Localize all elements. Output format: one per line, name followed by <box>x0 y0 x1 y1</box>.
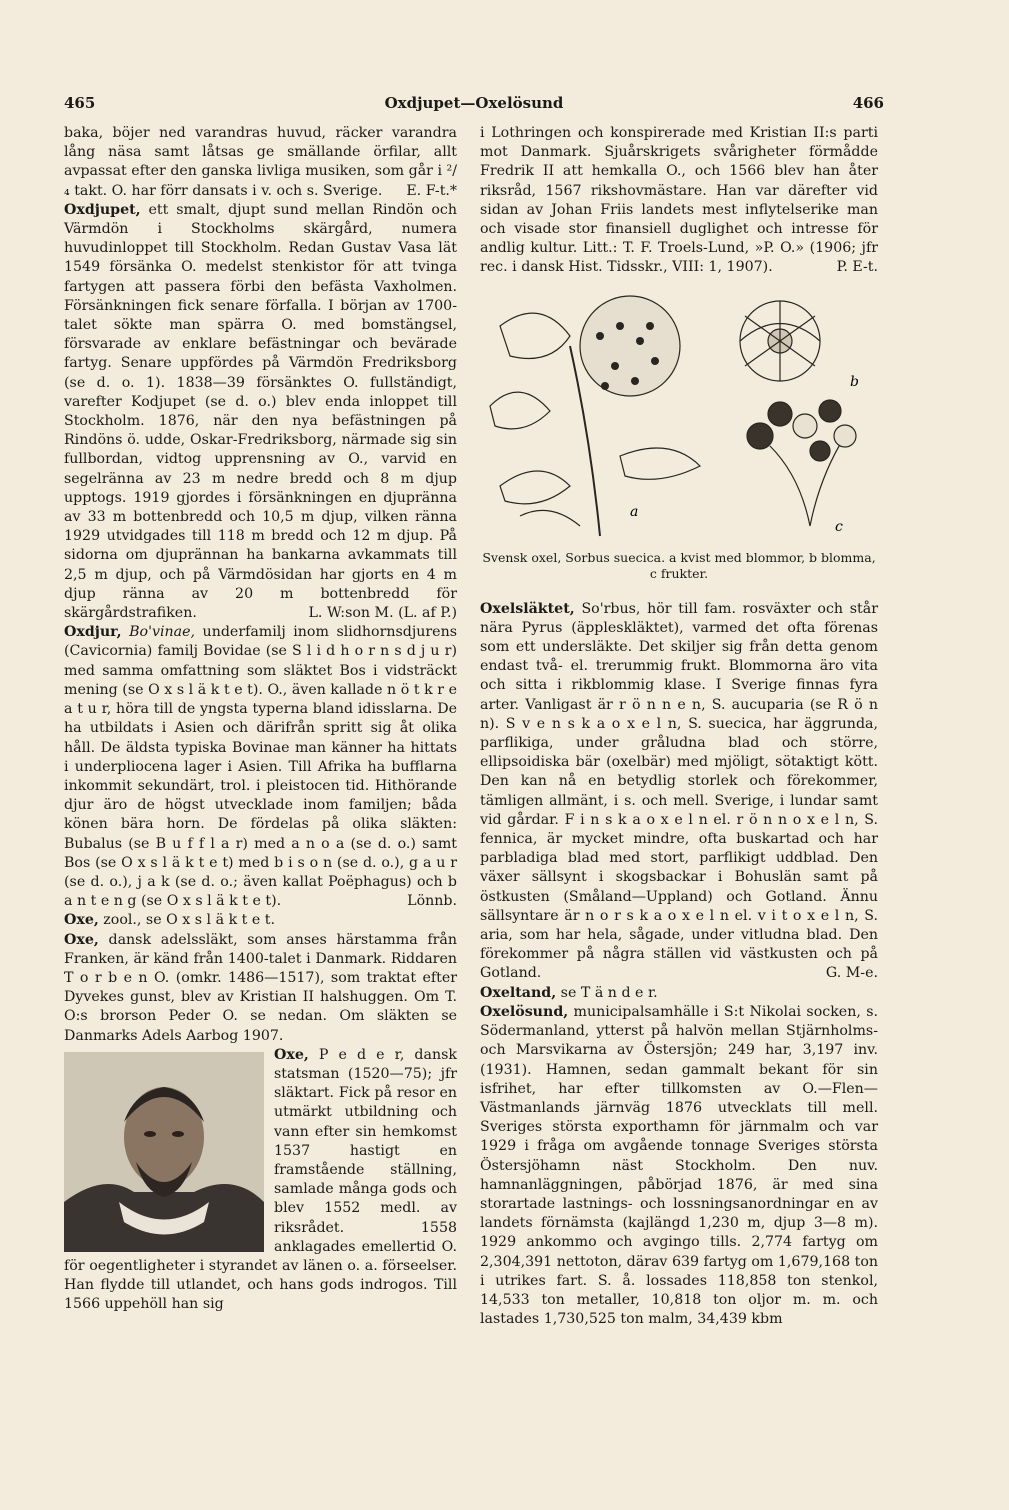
author-signature: P. E-t. <box>836 259 878 276</box>
entry-oxe-peder <box>64 1046 457 1315</box>
article-continuation <box>480 124 878 278</box>
entry-oxdjupet <box>64 201 457 623</box>
entry-text: underfamilj inom slidhornsdjurens (Cavicornia) familj Bovidae (se S l i d h o r n s d j u r) med samma omfattning som släktet Bos i vidsträckt mening (se O x s l ä k t e t). O., även kallade n ö t k r e a t u r, höra till de yngsta typerna bland idisslarna. De ha utbildats i Asien och därifrån spritt sig åt olika håll. De äldsta typiska Bovinae man känner ha hittats i underpliocena lager i Asien. Till Afrika ha bufflarna inkommit sekundärt, trol. i pleistocen tid. Hithörande djur äro de högst utvecklade inom familjen; båda könen bära horn. De fördelas på olika släkten: Bubalus (se B u f f l a r) med a n o a (se d. o.) samt Bos (se O x s l ä k t e t) med b i s o n (se d. o.), g a u r (se d. o.), j a k (se d. o.; även kallat Poëphagus) och b a n t e n g (se O x s l ä k t e t). <box>64 624 457 910</box>
figure-caption: Svensk oxel, Sorbus suecica. a kvist med blommor, b blomma, c frukter. <box>482 549 876 581</box>
headword: Oxe, <box>64 912 99 929</box>
running-header <box>64 94 884 116</box>
author-signature: L. W:son M. (L. af P.) <box>308 605 457 622</box>
entry-text: municipalsamhälle i S:t Nikolai socken, s. Södermanland, ytterst på halvön mellan Stjärnholms- och Marsvikarna av Östersjön; 249 har, 3,197 inv. (1931). Hamnen, sedan gammalt bekant för sin isfrihet, har efter tillkomsten av O.—Flen—Västmanlands järnväg 1876 utvecklats till mell. Sveriges största exporthamn för järnmalm och var 1929 i fråga om avgående tonnage Sveriges största Östersjöhamn näst Stockholm. Den nuv. hamnanläggningen, påbörjad 1876, är med sina storartade lastnings- och lossningsanordningar en av landets förnämsta (kajlängd 1,230 m, djup 3—8 m). 1929 ankommo och avgingo tills. 2,774 fartyg om 2,304,391 nettoton, därav 639 fartyg om 1,679,168 ton i utrikes fart. S. å. lossades 118,858 ton stenkol, 14,533 ton metaller, 10,818 ton oljor m. m. och lastades 1,730,525 ton malm, 34,439 kbm <box>480 1003 878 1328</box>
entry-oxelslaktet <box>480 600 878 984</box>
headword: Oxeltand, <box>480 984 557 1001</box>
author-signature: G. M-e. <box>825 965 878 982</box>
headword: Oxdjur, <box>64 624 122 641</box>
entry-oxdjur <box>64 623 457 911</box>
right-column <box>480 124 878 1329</box>
entry-oxe-zool <box>64 911 457 930</box>
entry-oxelosund <box>480 1003 878 1329</box>
headword: Oxelsläktet, <box>480 600 575 617</box>
entry-text: zool., se O x s l ä k t e t. <box>98 912 276 929</box>
page-number-right: 466 <box>852 94 884 112</box>
entry-text: se T ä n d e r. <box>556 984 658 1001</box>
headword: Oxelösund, <box>480 1003 569 1020</box>
headword: Oxdjupet, <box>64 201 141 218</box>
entry-text: ett smalt, djupt sund mellan Rindön och Värmdön i Stockholms skärgård, numera huvudinloppet till Stockholm. Redan Gustav Vasa lät 1549 försänka O. medelst stenkistor för att tvinga fartygen att passera förbi den befästa Vaxholmen. Försänkningen fick senare förfalla. I början av 1700-talet sökte man spärra O. med bomstängsel, försvarade av enklare befästningar och bevärade fartyg. Senare uppfördes på Värmdön Fredriksborg (se d. o. 1). 1838—39 försänktes O. fullständigt, varefter Kodjupet (se d. o.) blev enda inloppet till Stockholm. 1876, när den nya befästningen på Rindöns ö. udde, Oskar-Fredriksborg, närmade sig sin fullbordan, vidtog upprensning av O., varvid en segelränna av 23 m nedre bredd och 8 m djup upptogs. 1919 gjordes i försänkningen en djupränna av 33 m bottenbredd och 10,5 m djup, vilken ränna 1929 utvidgades till 118 m bredd och 12 m djup. På sidorna om djuprännan ha bankarna avkammats till 2,5 m djup, och på Värmdösidan har gjorts en 4 m djup ränna av 20 m bottenbredd för skärgårdstrafiken. <box>64 201 457 622</box>
page-number-left: 465 <box>64 94 96 112</box>
label-a: a <box>630 503 639 520</box>
label-c: c <box>835 518 843 535</box>
article-text: baka, böjer ned varandras huvud, räcker varandra lång näsa samt låtsas ge smällande örfilar, allt avpassat efter den ganska livliga musiken, som går i ²/₄ takt. O. har förr dansats i v. och s. Sverige. <box>64 125 457 199</box>
entry-text: P e d e r, dansk statsman (1520—75); jfr släktart. Fick på resor en utmärkt utbildning och vann efter sin hemkomst 1537 hastigt en framstående ställning, samlade många gods och blev 1552 medl. av riksrådet. 1558 anklagades emellertid O. för oegentligheter i styrandet av länen o. a. förseelser. Han flydde till utlandet, och hans gods indrogos. Till 1566 uppehöll han sig <box>64 1046 457 1313</box>
label-b: b <box>850 373 859 390</box>
portrait-image <box>64 1052 264 1252</box>
author-signature: Lönnb. <box>407 893 457 910</box>
entry-oxe-family <box>64 931 457 1046</box>
entry-text: dansk adelssläkt, som anses härstamma från Franken, är känd från 1400-talet i Danmark. Riddaren T o r b e n O. (omkr. 1486—1517), som traktat efter Dyvekes gunst, blev av Kristian II halshuggen. Om T. O:s brorson Peder O. se nedan. Om släkten se Danmarks Adels Aarbog 1907. <box>64 931 457 1044</box>
entry-text: So'rbus, hör till fam. rosväxter och står nära Pyrus (äppleskläktet), varmed det ofta förenas som ett undersläkte. Det skiljer sig från detta genom endast två- el. trerummig frukt. Blommorna äro vita och sitta i rikblommig klase. I Sverige finnas fyra arter. Vanligast är r ö n n e n, S. aucuparia (se R ö n n). S v e n s k a o x e l n, S. suecica, har äggrunda, parflikiga, under gråludna blad och större, ellipsoidiska bär (oxelbär) med mjöligt, sötaktigt kött. Den kan nå en betydlig storlek och förekommer, tämligen allmänt, i s. och mell. Sverige, i lundar samt vid gårdar. F i n s k a o x e l n el. r ö n n o x e l n, S. fennica, är mycket mindre, ofta buskartad och har parbladiga blad med stort, parflikigt uddblad. Den växer sällsynt i skogsbackar i Bohuslän samt på östkusten (Småland—Uppland) och Gotland. Ännu sällsyntare är n o r s k a o x e l n el. v i t o x e l n, S. aria, som har hela, sågade, under vitludna blad. Den förekommer på några ställen vid västkusten och på Gotland. <box>480 600 878 982</box>
latin-name: Bo'vinae, <box>121 624 196 641</box>
running-title: Oxdjupet—Oxelösund <box>384 94 564 112</box>
article-continuation <box>64 124 457 201</box>
headword: Oxe, <box>64 931 99 948</box>
left-column <box>64 124 457 1315</box>
sorbus-illustration <box>480 286 878 546</box>
article-text: i Lothringen och konspirerade med Kristian II:s parti mot Danmark. Sjuårskrigets svårigheter förmådde Fredrik II att hemkalla O., och 1566 blev han åter riksråd, 1567 rikshovmästare. Han var därefter vid sidan av Johan Friis landets mest inflytelserike man och visade stor finansiell duglighet och intresse för andlig kultur. Litt.: T. F. Troels-Lund, »P. O.» (1906; jfr rec. i dansk Hist. Tidsskr., VIII: 1, 1907). <box>480 125 878 276</box>
entry-oxeltand <box>480 984 878 1003</box>
author-signature: E. F-t.* <box>406 182 457 199</box>
headword: Oxe, <box>274 1046 309 1063</box>
